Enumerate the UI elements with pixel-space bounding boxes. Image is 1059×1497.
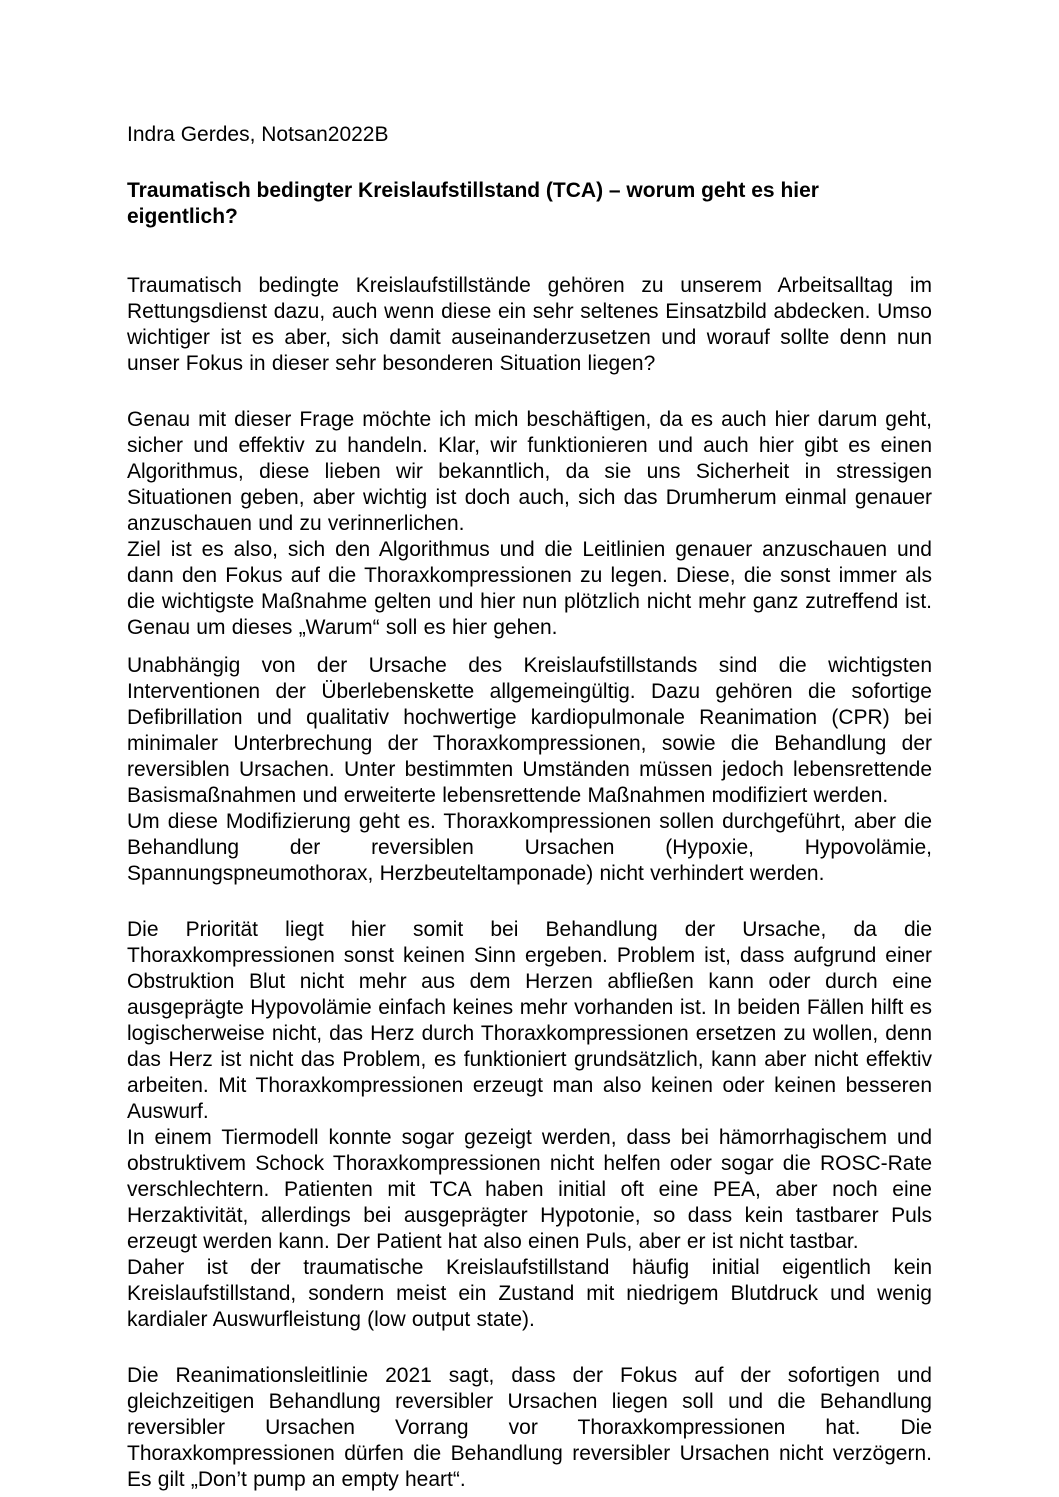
paragraph-interventions: Unabhängig von der Ursache des Kreislaufstillstands sind die wichtigsten Interventionen der Überlebenskette allgemeingültig. Dazu gehören die sofortige Defibrillation und qualitativ hochwertige kardiopulmonale Reanimation (CPR) bei minimaler Unterbrechung der Thoraxkompressionen, sowie die Behandlung der reversiblen Ursachen. Unter bestimmten Umständen müssen jedoch lebensrettende Basismaßnahmen und erweiterte lebensrettende Maßnahmen modifiziert werden. (127, 654, 932, 807)
paragraph-motivation: Genau mit dieser Frage möchte ich mich beschäftigen, da es auch hier darum geht, sicher und effektiv zu handeln. Klar, wir funktionieren und auch hier gibt es einen Algorithmus, diese lieben wir bekanntlich, da sie uns Sicherheit in stressigen Situationen geben, aber wichtig ist doch auch, sich das Drumherum einmal genauer anzuschauen und zu verinnerlichen. (127, 408, 932, 535)
author-line: Indra Gerdes, Notsan2022B (127, 123, 389, 146)
paragraph-intro: Traumatisch bedingte Kreislaufstillstände gehören zu unserem Arbeitsalltag im Rettungsdienst dazu, auch wenn diese ein sehr seltenes Einsatzbild abdecken. Umso wichtiger ist es aber, sich damit auseinanderzusetzen und worauf sollte denn nun unser Fokus in dieser sehr besonderen Situation liegen? (127, 274, 932, 375)
paragraph-animal-model: In einem Tiermodell konnte sogar gezeigt werden, dass bei hämorrhagischem und obstruktivem Schock Thoraxkompressionen nicht helfen oder sogar die ROSC-Rate verschlechtern. Patienten mit TCA haben initial oft eine PEA, aber noch eine Herzaktivität, allerdings bei ausgeprägter Hypotonie, so dass kein tastbarer Puls erzeugt werden kann. Der Patient hat also einen Puls, aber er ist nicht tastbar. (127, 1126, 932, 1253)
paragraph-priority: Die Priorität liegt hier somit bei Behandlung der Ursache, da die Thoraxkompressionen sonst keinen Sinn ergeben. Problem ist, dass aufgrund einer Obstruktion Blut nicht mehr aus dem Herzen abfließen kann oder durch eine ausgeprägte Hypovolämie einfach keines mehr vorhanden ist. In beiden Fällen hilft es logischerweise nicht, das Herz durch Thoraxkompressionen ersetzen zu wollen, denn das Herz ist nicht das Problem, es funktioniert grundsätzlich, kann aber nicht effektiv arbeiten. Mit Thoraxkompressionen erzeugt man also keinen oder keinen besseren Auswurf. (127, 918, 932, 1123)
paragraph-guideline: Die Reanimationsleitlinie 2021 sagt, dass der Fokus auf der sofortigen und gleichzeitigen Behandlung reversibler Ursachen liegen soll und die Behandlung reversibler Ursachen Vorrang vor Thoraxkompressionen hat. Die Thoraxkompressionen dürfen die Behandlung reversibler Ursachen nicht verzögern. Es gilt „Don’t pump an empty heart“. (127, 1364, 932, 1491)
paragraph-goal: Ziel ist es also, sich den Algorithmus und die Leitlinien genauer anzuschauen und dann den Fokus auf die Thoraxkompressionen zu legen. Diese, die sonst immer als die wichtigste Maßnahme gelten und hier nun plötzlich nicht mehr ganz zutreffend ist. Genau um dieses „Warum“ soll es hier gehen. (127, 538, 932, 639)
page-title: Traumatisch bedingter Kreislaufstillstand (TCA) – worum geht es hier eigentlich? (127, 179, 819, 228)
paragraph-low-output: Daher ist der traumatische Kreislaufstillstand häufig initial eigentlich kein Kreislaufstillstand, sondern meist ein Zustand mit niedrigem Blutdruck und wenig kardialer Auswurfleistung (low output state). (127, 1256, 932, 1331)
paragraph-modification: Um diese Modifizierung geht es. Thoraxkompressionen sollen durchgeführt, aber die Behandlung der reversiblen Ursachen (Hypoxie, Hypovolämie, Spannungspneumothorax, Herzbeuteltamponade) nicht verhindert werden. (127, 810, 932, 885)
